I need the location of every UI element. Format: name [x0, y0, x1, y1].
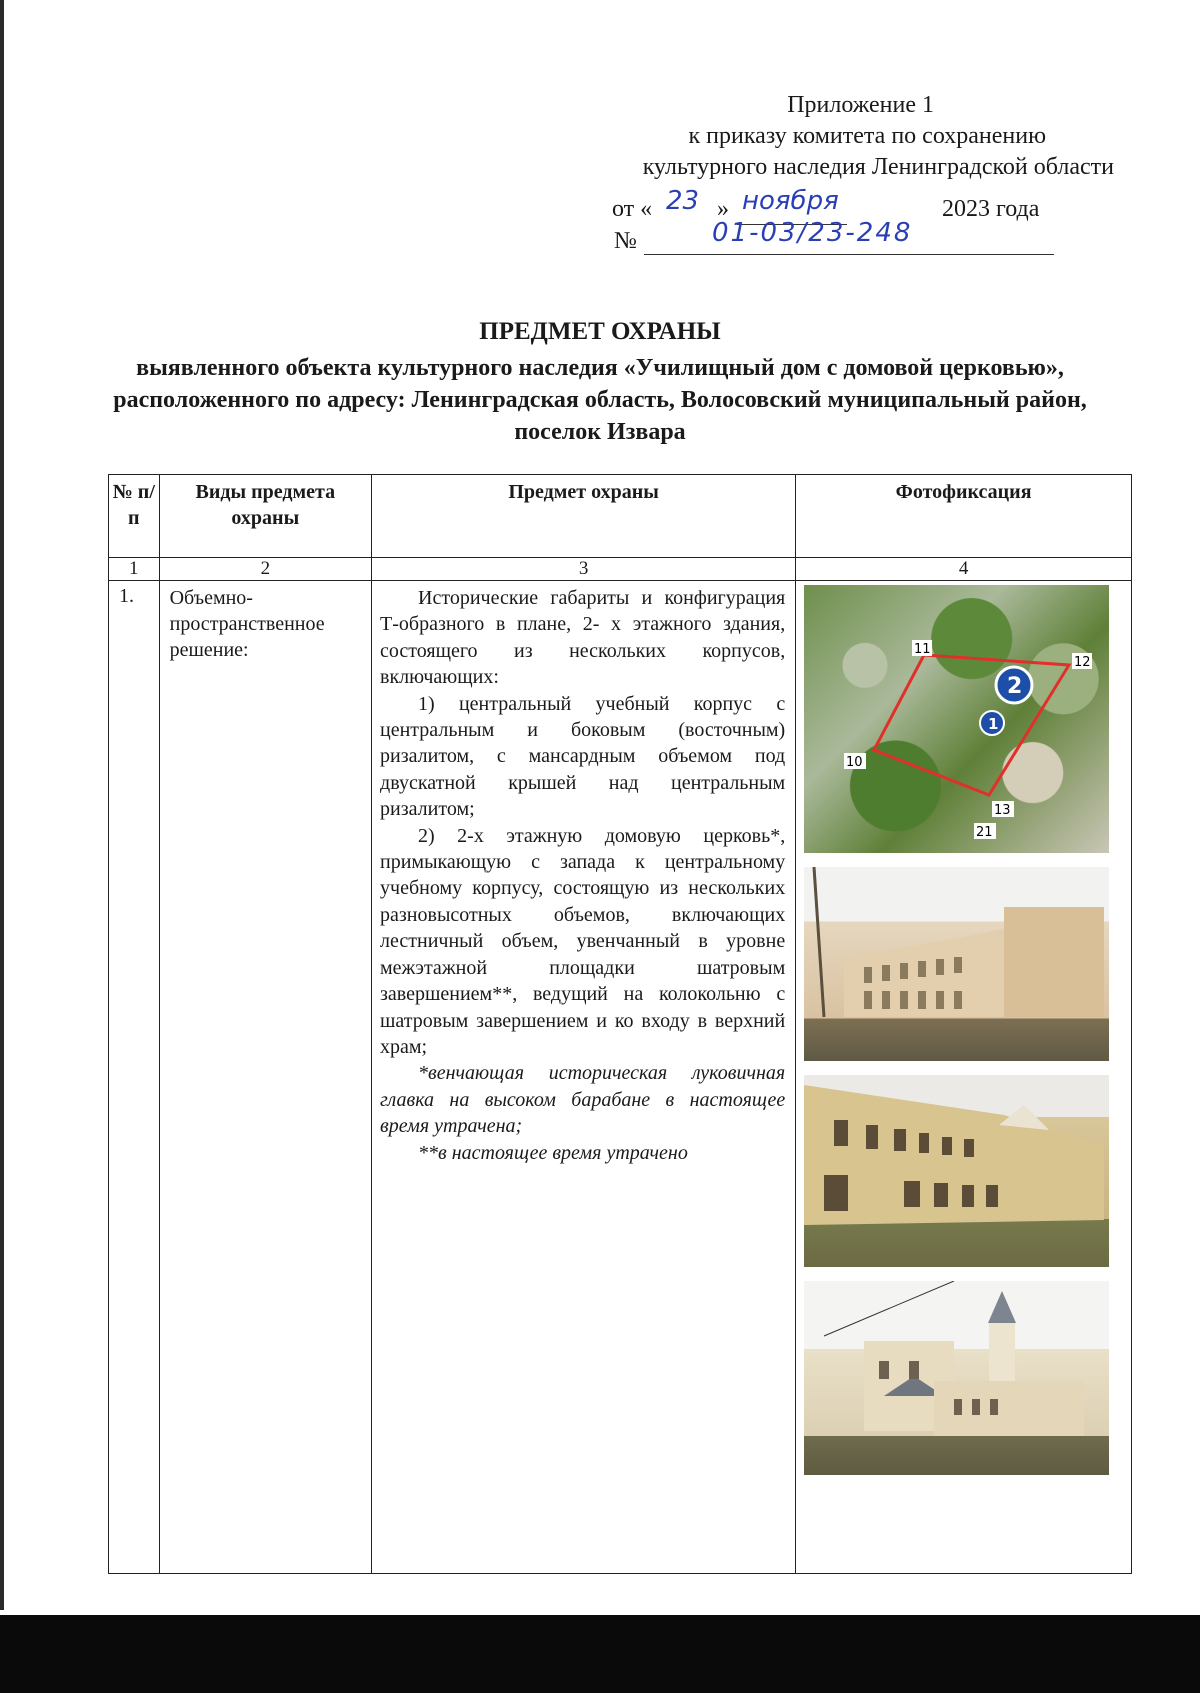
row-kind: Объемно-пространственное решение:	[159, 581, 371, 1574]
appendix-line-1: Приложение 1	[787, 92, 934, 118]
index-cell: 3	[372, 558, 796, 581]
spire	[988, 1291, 1016, 1323]
date-year: 2023 года	[942, 196, 1040, 222]
marker-label: 1	[988, 715, 999, 733]
order-number	[614, 218, 1054, 260]
map-label: 21	[976, 825, 993, 840]
protection-table	[108, 474, 1132, 1574]
map-overlay	[804, 585, 1109, 853]
scan-left-edge	[0, 0, 4, 1610]
index-cell: 1	[109, 558, 160, 581]
marker-label: 2	[1007, 674, 1023, 699]
row-subject	[372, 581, 796, 1574]
number-underline	[644, 254, 1054, 255]
aerial-map-photo	[804, 585, 1109, 853]
date-day-handwritten: 23	[666, 186, 700, 216]
table-index-row	[109, 558, 1132, 581]
header-number: № п/п	[109, 475, 160, 558]
row-number: 1.	[109, 581, 160, 1574]
map-label: 13	[994, 803, 1011, 818]
header-photo: Фотофиксация	[796, 475, 1132, 558]
table-header-row	[109, 475, 1132, 558]
building-sketch	[804, 1281, 1109, 1475]
index-cell: 2	[159, 558, 371, 581]
risalit	[1004, 907, 1104, 1017]
table-row	[109, 581, 1132, 1574]
number-handwritten: 01-03/23-248	[712, 218, 913, 248]
subject-paragraph: 2) 2-х этажную домовую церковь*, примыкающую с запада к центральному учебному корпусу, состоящую из нескольких разновысотных объемов, включающих лестничный объем, увенчанный в уровне межэтажной площадки шатровым завершением**, ведущий на колокольню с шатровым завершением и ко входу в верхний храм;	[380, 824, 786, 1058]
date-month-handwritten: ноября	[742, 186, 839, 216]
wire	[824, 1281, 954, 1336]
row-photos	[796, 581, 1132, 1574]
index-cell: 4	[796, 558, 1132, 581]
map-label: 10	[846, 755, 863, 770]
date-prefix: от «	[612, 196, 653, 222]
subject-note: **в настоящее время утрачено	[418, 1141, 688, 1164]
map-label: 11	[914, 642, 931, 657]
building-sketch	[804, 1075, 1109, 1267]
wall	[804, 1085, 1104, 1225]
appendix-line-3: культурного наследия Ленинградской области	[642, 154, 1114, 180]
header-kind: Виды предмета охраны	[159, 475, 371, 558]
document-title: ПРЕДМЕТ ОХРАНЫ	[479, 318, 721, 345]
building-photo-side	[804, 1075, 1109, 1267]
plot-boundary	[874, 655, 1069, 795]
map-label: 12	[1074, 655, 1091, 670]
appendix-line-2: к приказу комитета по сохранению	[688, 123, 1046, 149]
subject-note: *венчающая историческая луковичная главка на высоком барабане в настоящее время утрачена;	[380, 1062, 786, 1138]
document-subtitle: выявленного объекта культурного наследия «Училищный дом с домовой церковью», расположенного по адресу: Ленинградская область, Волосовский муниципальный район, поселок Извара	[113, 355, 1087, 445]
subject-paragraph: 1) центральный учебный корпус с центральным и боковым (восточным) ризалитом, с мансардным объемом под двускатной крышей над центральным ризалитом;	[380, 692, 786, 821]
date-mid: »	[717, 196, 729, 222]
tree	[814, 867, 824, 1017]
building-photo-facade	[804, 867, 1109, 1061]
scan-bottom-band	[0, 1615, 1200, 1693]
building-sketch	[804, 867, 1109, 1061]
appendix-header	[514, 90, 1114, 183]
subject-paragraph: Исторические габариты и конфигурация Т-образного в плане, 2- х этажного здания, состоящего из нескольких корпусов, включающих:	[380, 587, 786, 689]
bell-tower	[989, 1321, 1015, 1381]
number-prefix: №	[614, 228, 637, 254]
header-subject: Предмет охраны	[372, 475, 796, 558]
church-photo	[804, 1281, 1109, 1475]
